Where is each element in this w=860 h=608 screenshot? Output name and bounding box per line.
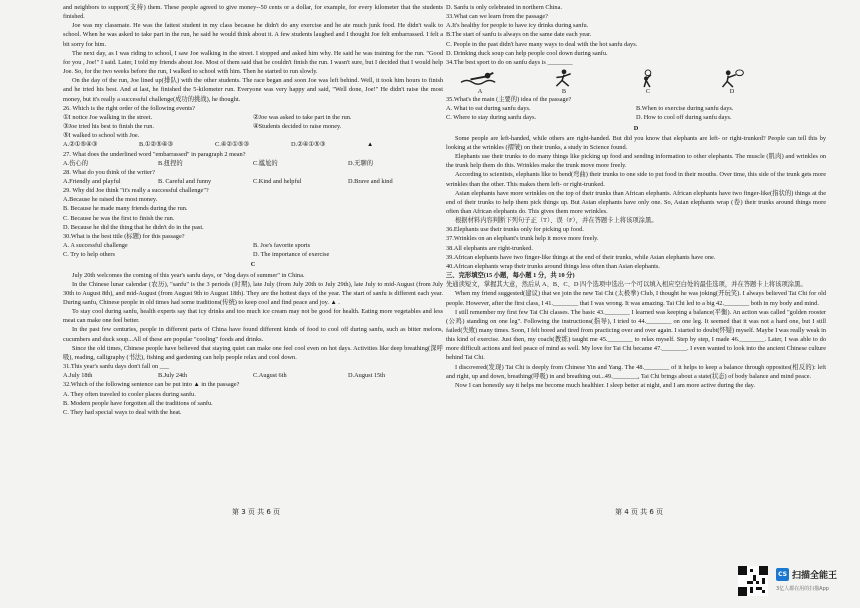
qr-code-icon [738,566,768,596]
question-32-option-d: D. Sanfu is only celebrated in northern China. [446,4,562,11]
paragraph-run-day: On the day of the run, Joe lined up(排队) with the other students. The race began and soon Joe was left behind. Well, it took him hours to finish and he tried his best. And at last, he finished the 5-kilometer run. Everyone was very happy and said, "Well done, Joe!" He didn't raise the most money, but it's really a successful challenge(成功的挑战), he thought. [63,77,443,103]
option-c: C. People in the past didn't have many ways to deal with the hot sanfu days. [446,40,638,48]
option-c: C.尴尬的 [253,159,278,167]
question-32-stem: 32.Which of the following sentence can be put into ▲ in the passage? [63,381,240,389]
camscanner-logo-icon: CS [776,568,789,581]
question-26-items [63,113,443,140]
section-heading-c: C [250,261,256,269]
cloze-section-heading: 三、完形填空(15 小题，每小题 1 分，共 10 分) [446,272,575,280]
question-26-options [63,140,443,149]
passage-c-paragraph-4: In the past few centuries, people in different parts of China have found different kinds of food to cool off during sanfu, such as bitter melons, cucumbers and duck soup...All of these are popular "cooling" foods and drinks. [63,326,443,343]
question-34-stem: 34.The best sport to do on sanfu days is ________ [446,58,573,66]
picture-a [456,69,504,95]
picture-label-b: B [561,88,567,96]
option-a: A. They often traveled to cooler places during sanfu. [63,390,196,398]
statement-40: 40.African elephants wrap their trunks around things less often than Asian elephants. [446,262,660,270]
answer-mark: ▲ [367,141,374,149]
question-29-stem: 29. Why did Joe think "it's really a successful challenge"? [63,187,209,195]
option-b: B. Modern people have forgotten all the traditions of sanfu. [63,399,213,407]
statement-37: 37.Wrinkles on an elephant's trunk help it move more freely. [446,235,599,243]
option-a: A.Friendly and playful [63,177,121,185]
question-27-stem: 27. What does the underlined word "embarrassed" in paragraph 2 mean? [63,150,246,158]
picture-c [624,69,672,95]
question-33-stem: 33.What can we learn from the passage? [446,13,548,21]
passage-c-paragraph-1: July 20th welcomes the coming of this year's sanfu days, or "dog days of summer" in China. [72,271,305,279]
picture-label-a: A [477,88,483,96]
event-5: ⑤I walked to school with Joe. [63,132,140,140]
question-35-stem: 35.What's the main (主要的) idea of the passage? [446,96,572,104]
true-false-instructions: 根据材料内容判断下列句子正（T）、误（F），并在答题卡上将该项涂黑。 [455,217,658,225]
passage-d-paragraph-2: Elephants use their trunks to do many things like picking up food and sending information to other elephants. The muscle (肌肉) and wrinkles on the trunk help them do this. Wrinkles make the trunk move more freely. [446,153,826,170]
statement-38: 38.All elephants are right-trunked. [446,244,533,252]
option-b: B.①②⑤④③ [139,141,173,149]
question-27-options [63,159,443,168]
question-34-pictures [456,69,756,95]
passage-d-paragraph-4: Asian elephants have more wrinkles on the top of their trunks than African elephants. African elephants have two finger-like(指状的) things at the end of their trunks to help them pick things up. But Asian elephants have only one. So, Asian elephants wrap (卷) their trunks around things more often than African elephants do. This gives them more wrinkles. [446,189,826,215]
option-a: A.伤心的 [63,159,89,167]
option-d: D.无聊的 [348,159,374,167]
option-a: A. A successful challenge [63,242,128,250]
scanner-app-name: 扫描全能王 [792,571,838,581]
passage-c-paragraph-5: Since the old times, Chinese people have believed that staying quiet can make one feel cool even on hot days. Activities like deep breathing(深呼吸), reading, calligraphy (书法), fishing and gardening can help people relax and cool down. [63,344,443,361]
option-a: A. What to eat during sanfu days. [446,105,531,113]
passage-d-paragraph-3: According to scientists, elephants like to bend(弯曲) their trunks to one side to put food in their mouths. Over time, this side of the trunk gets more wrinkles than the other. This makes them left- or right-trunked. [446,171,826,188]
passage-d-paragraph-1: Some people are left-handed, while others are right-handed. But did you know that elephants are left- or right-trunked? People can tell this by looking at the wrinkles (褶皱) on their trunks, a study in Science found. [446,134,826,151]
option-d: D. Because he did the thing that he didn't do in the past. [63,223,204,231]
option-b: B. Because he made many friends during the run. [63,205,188,213]
option-c: C. They had special ways to deal with the heat. [63,408,182,416]
question-35-options [446,104,826,122]
paragraph-next-day: The next day, as I was riding to school, I saw Joe walking in the street. I stopped and asked him why. He said he was training for the run. "Good for you , Joe!" I said. Later, I told my friends about Joe. Most of them said that he couldn't finish the run. I wasn't sure, but I decided that I would help Joe. So, for the two weeks before the run, I walked to school with him. Then he started to run slowly. [63,49,443,76]
question-26-stem: 26. Which is the right order of the following events? [63,104,196,112]
option-b: B.扭捏的 [158,159,183,167]
option-a: A.July 18th [63,372,93,380]
left-column [63,3,443,417]
event-2: ②Joe was asked to take part in the run. [253,113,352,121]
scanner-app-tagline: 3亿人都在用的扫描App [776,586,829,592]
option-d: D.August 15th [348,372,386,380]
option-d: D. How to cool off during sanfu days. [636,114,732,122]
paragraph-joe: Joe was my classmate. He was the fattest student in my class because he didn't do any exercise and he ate much junk food. He didn't walk to school. When he was asked to take part in the run, he said he would think about it. A few students laughed and I thought Joe felt embarrassed. I felt a bit sorry for him. [63,22,443,48]
picture-label-d: D [729,88,735,96]
swimmer-icon [458,69,502,88]
event-1: ①I notice Joe walking in the street. [63,113,153,121]
option-c: C. Because he was the first to finish the run. [63,214,175,222]
option-b: B. Careful and funny [158,177,212,185]
intro-paragraph: and neighbors to support(支持) them. These people agreed to give money--50 cents or a dollar, for example, for every kilometer that the students finished. [63,4,443,21]
option-c: C.④②①⑤③ [215,141,249,149]
cloze-paragraph-3: I discovered(发现) Tai Chi is deeply from Chinese Yin and Yang. The 48.________ of it helps to keep a balance through opposites(相反的): left and right, up and down, breathing(呼吸) in and breathing out...49.________, Tai Chi brings about a state(状态) of body balance and mind peace. [446,363,826,380]
cloze-paragraph-2: I still remember my first few Tai Chi classes. The basic 43.________ I learned was keeping a balance(平衡). An action was called "golden rooster (公鸡) standing on one leg". Following the instructions(指导), I tried to 44.________ on one leg. It seemed that it was not a hard one, but I still failed(失败) many times. Soon, I felt bored and tired from practicing over and over again. I started to doubt(怀疑) myself. Maybe I was really weak in this kind of exercise. Just then, my coach(教练) taught me 45.________ to relax myself. Step by step, I made 46.________. Later, I was able to do more difficult actions and feel peace of mind as well. My love for Tai Chi became 47.________. I even wanted to look into the ancient Chinese culture behind Tai Chi. [446,308,827,362]
passage-c-paragraph-3: To stay cool during sanfu, health experts say that icy drinks and too much ice cream may not be good for health. Eating more vegetables and less meat can make one feel better. [63,308,443,325]
option-a: A.②①⑤④③ [63,141,98,149]
option-c: C.Kind and helpful [253,177,302,185]
question-30-stem: 30.What is the best title (标题) for this passage? [63,232,185,240]
option-b: B.The start of sanfu is always on the same date each year. [446,31,592,39]
event-3: ③Joe tried his best to finish the run. [63,123,154,131]
statement-39: 39.African elephants have two finger-like things at the end of their trunks, while Asian elephants have one. [446,253,716,261]
option-a: A.It's healthy for people to have icy drinks during sanfu. [446,22,589,30]
option-a: A.Because he raised the most money. [63,196,158,204]
section-heading-d: D [633,124,639,132]
picture-d [708,69,756,95]
option-c: C. Where to stay during sanfu days. [446,114,537,122]
badminton-player-icon [710,69,754,88]
option-d: D.②④①⑤③ [291,141,326,149]
event-4: ④Students decided to raise money. [253,123,342,131]
option-c: C.August 6th [253,372,287,380]
right-column [446,3,826,390]
option-b: B. Joe's favorite sports [253,242,311,250]
option-b: B.July 24th [158,372,188,380]
question-28-options [63,177,443,186]
basketball-player-icon [626,69,670,88]
option-d: D. The importance of exercise [253,251,330,259]
statement-36: 36.Elephants use their trunks only for picking up food. [446,226,584,234]
question-30-options [63,241,443,259]
option-d: D. Drinking duck soup can help people cool down during sanfu. [446,49,608,57]
option-d: D.Brave and kind [348,177,393,185]
picture-label-c: C [645,88,651,96]
page-number-left: 第 3 页 共 6 页 [232,508,281,516]
question-28-stem: 28. What do you think of the writer? [63,168,155,176]
question-31-stem: 31.This year's sanfu days don't fall on ___ [63,363,170,371]
cloze-instructions: 先通读短文，掌握其大意，然后从 A、B、C、D 四个选项中选出一个可以填入相应空白处的最佳选项，并在答题卡上将该项涂黑。 [446,281,807,289]
runner-icon [542,69,586,88]
question-31-options [63,371,443,380]
scanner-watermark [776,568,837,581]
option-b: B.When to exercise during sanfu days. [636,105,734,113]
option-c: C. Try to help others [63,251,115,259]
cloze-paragraph-1: When my friend suggested(建议) that we join the new Tai Chi (太极拳) Club, I thought he was joking(开玩笑). I always believed Tai Chi for old people. However, after the first class, I 41.________ that I was wrong. It was amazing. Tai Chi led to a big 42.________ both in my body and mind. [446,290,826,307]
passage-c-paragraph-2: In the Chinese lunar calendar (农历), "sanfu" is the 3 periods (时期), late July (from July 20th to July 29th), late July to mid-August (from July 30th to August 8th), and mid-August (from August 9th to August 18th). They are the hottest days of the year. The start of sanfu is different each year. During sanfu, Chinese people in old times had some traditions(传统) to keep cool and find peace and joy. ▲ . [63,280,443,306]
cloze-paragraph-4: Now I can honestly say it helps me become much healthier. I sleep better at night, and I am more active during the day. [455,381,755,389]
page-number-right: 第 4 页 共 6 页 [615,508,664,516]
picture-b [540,69,588,95]
